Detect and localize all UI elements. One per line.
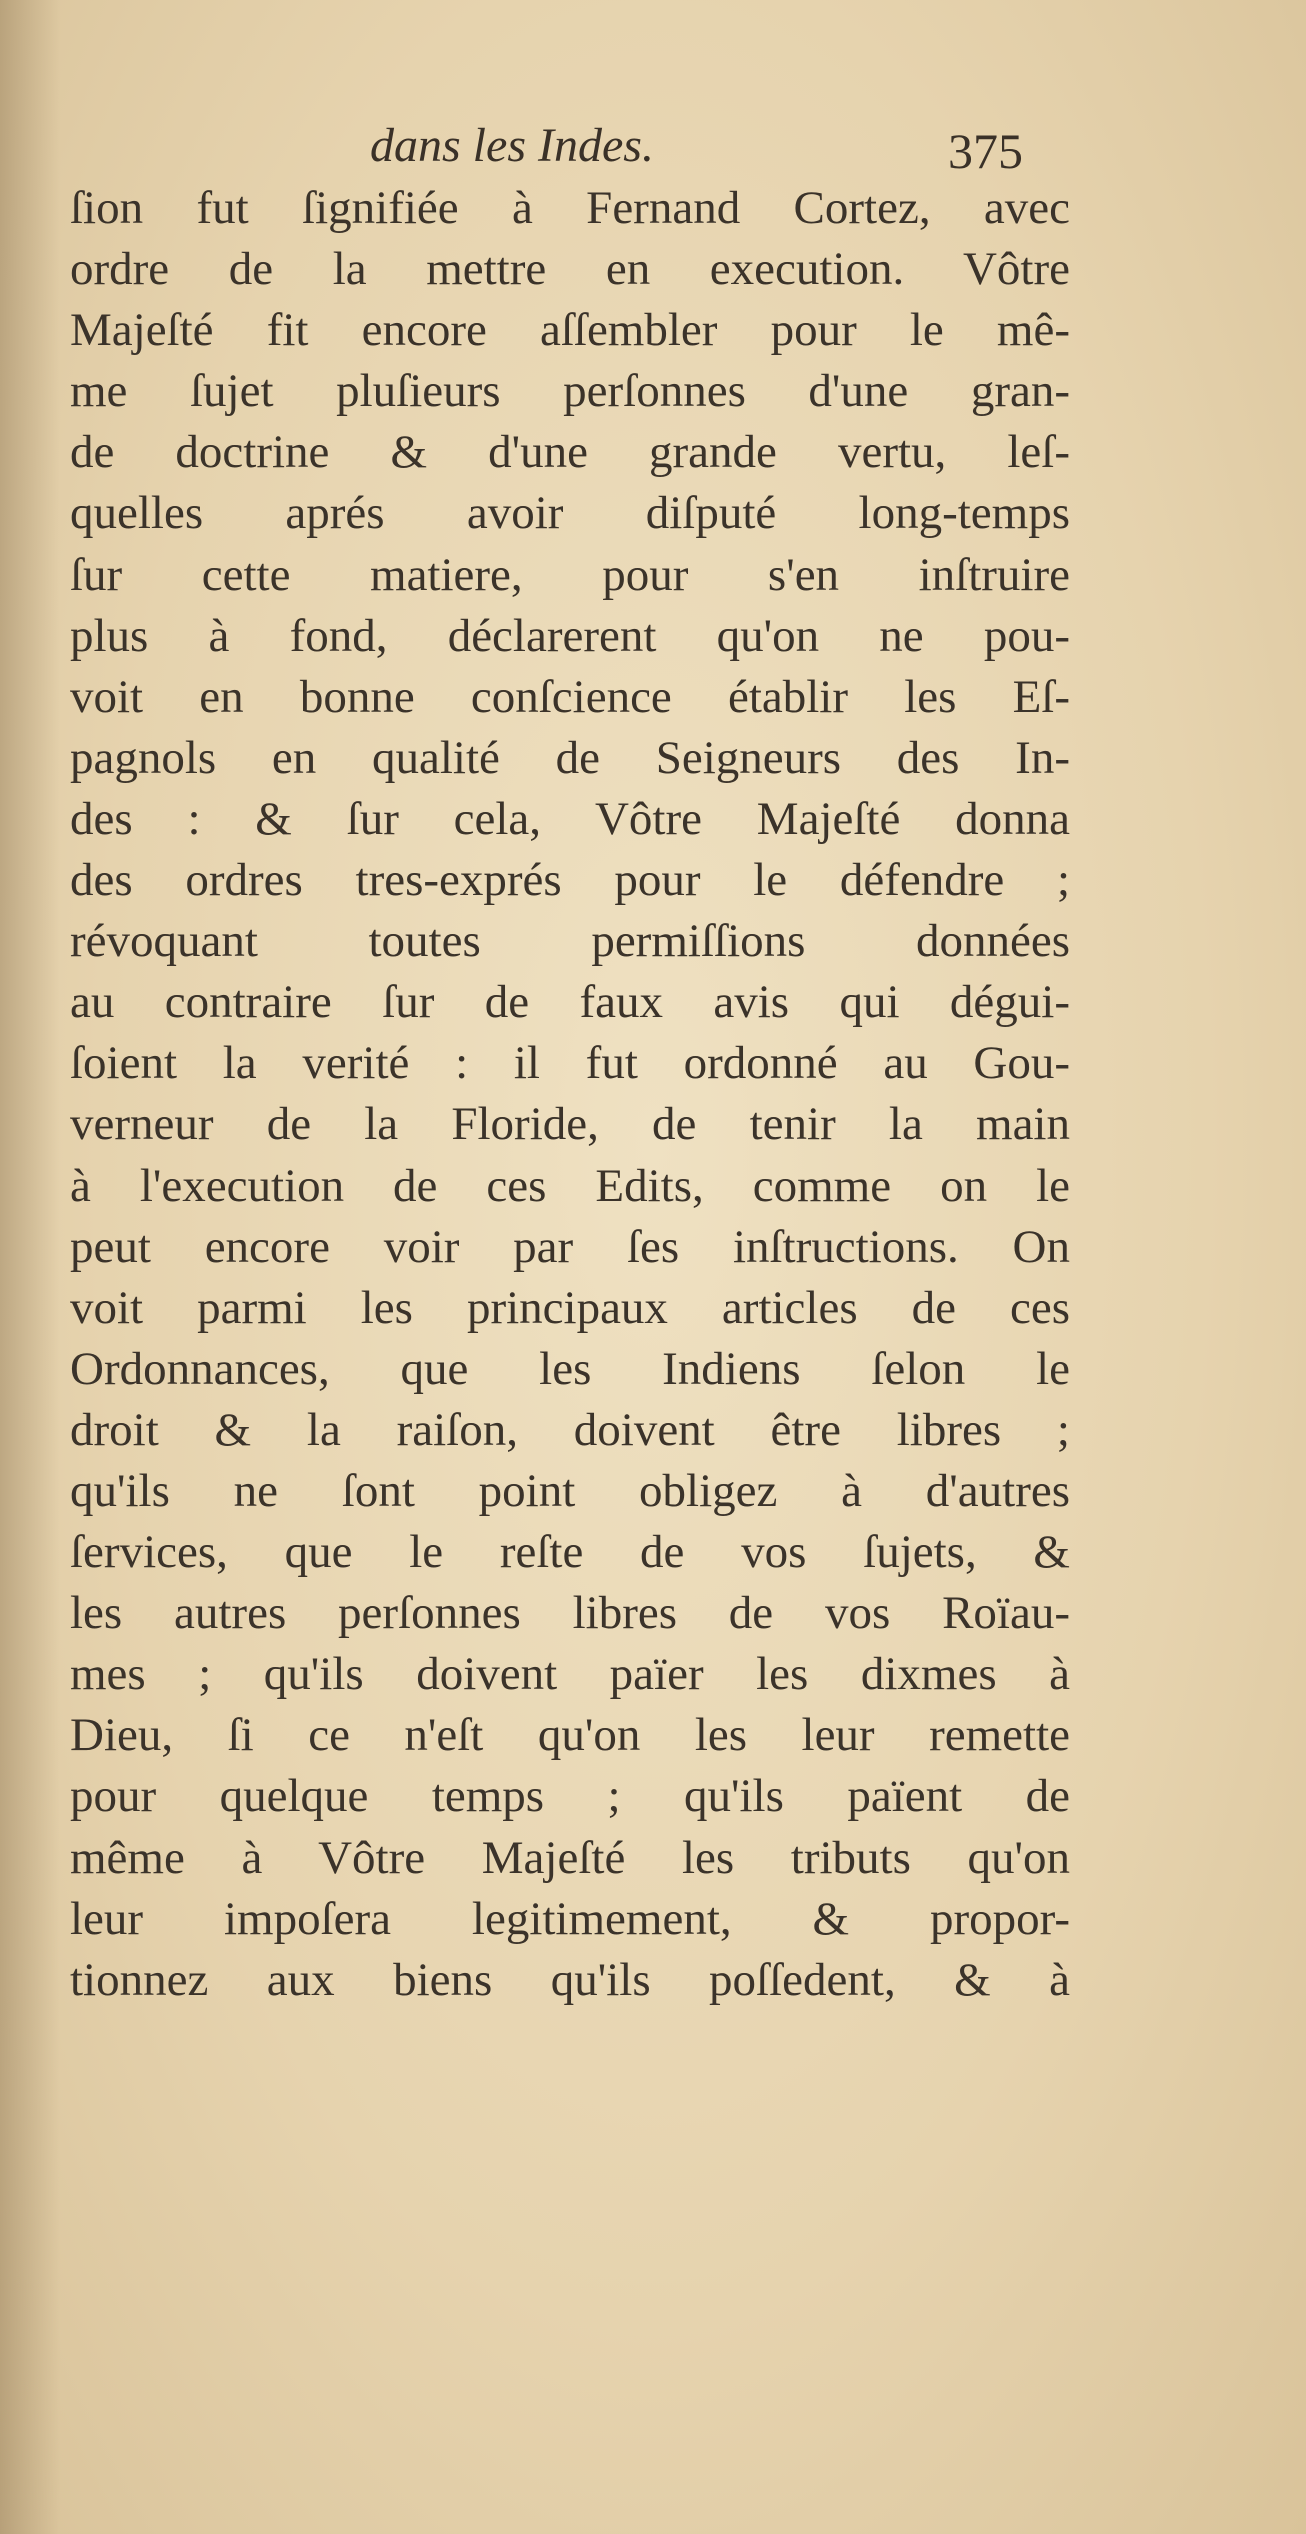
running-head: dans les Indes. xyxy=(370,119,654,172)
text-line: à l'execution de ces Edits, comme on le xyxy=(70,1159,1070,1212)
text-line: de doctrine & d'une grande vertu, leſ- xyxy=(70,426,1070,479)
body-text xyxy=(70,178,1070,2011)
text-line: ordre de la mettre en execution. Vôtre xyxy=(70,243,1070,296)
text-line: ſur cette matiere, pour s'en inſtruire xyxy=(70,548,1070,601)
text-line: voit en bonne conſcience établir les Eſ- xyxy=(70,670,1070,723)
gutter-shadow xyxy=(0,0,60,2534)
text-line: révoquant toutes permiſſions données xyxy=(70,915,1070,968)
text-line: pour quelque temps ; qu'ils païent de xyxy=(70,1770,1070,1823)
text-line: plus à fond, déclarerent qu'on ne pou- xyxy=(70,609,1070,662)
text-line: ſervices, que le reſte de vos ſujets, & xyxy=(70,1526,1070,1579)
text-line: pagnols en qualité de Seigneurs des In- xyxy=(70,731,1070,784)
text-line: droit & la raiſon, doivent être libres ; xyxy=(70,1403,1070,1456)
page-number: 375 xyxy=(948,123,1023,179)
text-line: des : & ſur cela, Vôtre Majeſté donna xyxy=(70,792,1070,845)
text-line: Ordonnances, que les Indiens ſelon le xyxy=(70,1342,1070,1395)
text-line: Dieu, ſi ce n'eſt qu'on les leur remette xyxy=(70,1709,1070,1762)
text-line: au contraire ſur de faux avis qui dégui- xyxy=(70,976,1070,1029)
text-line: peut encore voir par ſes inſtructions. On xyxy=(70,1220,1070,1273)
text-line: tionnez aux biens qu'ils poſſedent, & à xyxy=(70,1953,1070,2006)
text-line: leur impoſera legitimement, & propor- xyxy=(70,1892,1070,1945)
page-header xyxy=(0,118,1306,178)
text-line: Majeſté fit encore aſſembler pour le mê- xyxy=(70,304,1070,357)
text-line: quelles aprés avoir diſputé long-temps xyxy=(70,487,1070,540)
text-line: mes ; qu'ils doivent païer les dixmes à xyxy=(70,1648,1070,1701)
text-line: me ſujet pluſieurs perſonnes d'une gran- xyxy=(70,365,1070,418)
text-line: ſion fut ſignifiée à Fernand Cortez, avec xyxy=(70,182,1070,234)
text-line: verneur de la Floride, de tenir la main xyxy=(70,1098,1070,1151)
text-line: voit parmi les principaux articles de ces xyxy=(70,1281,1070,1334)
text-line: même à Vôtre Majeſté les tributs qu'on xyxy=(70,1831,1070,1884)
text-line: des ordres tres-exprés pour le défendre ; xyxy=(70,854,1070,907)
text-line: qu'ils ne ſont point obligez à d'autres xyxy=(70,1464,1070,1517)
text-line: les autres perſonnes libres de vos Roïau- xyxy=(70,1587,1070,1640)
text-line: ſoient la verité : il fut ordonné au Gou- xyxy=(70,1037,1070,1090)
